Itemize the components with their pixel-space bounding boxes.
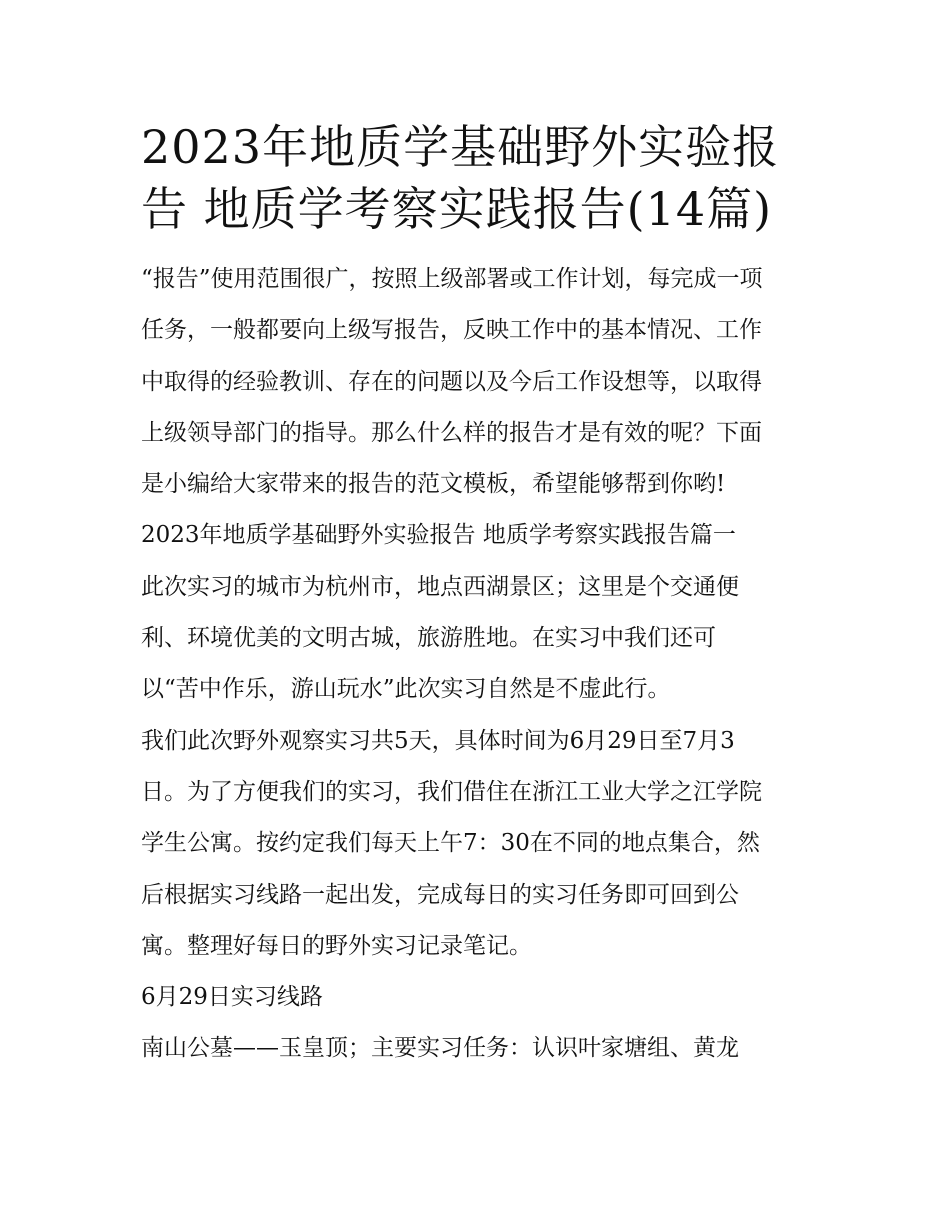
body-line: 利、环境优美的文明古城，旅游胜地。在实习中我们还可 [141, 625, 716, 652]
body-line: “报告”使用范围很广，按照上级部署或工作计划，每完成一项 [141, 266, 763, 292]
title-line: 告 地质学考察实践报告(14篇) [141, 182, 773, 236]
body-line: 日。为了方便我们的实习，我们借住在浙江工业大学之江学院 [141, 778, 762, 805]
body-line: 我们此次野外观察实习共5天，具体时间为6月29日至7月3 [141, 727, 735, 754]
document-content [141, 116, 813, 1075]
document-title [141, 116, 813, 240]
title-line: 2023年地质学基础野外实验报 [141, 120, 780, 174]
body-line: 以“苦中作乐，游山玩水”此次实习自然是不虚此行。 [141, 676, 671, 703]
document-body [141, 254, 813, 1075]
body-line: 此次实习的城市为杭州市，地点西湖景区；这里是个交通便 [141, 573, 739, 600]
body-line: 寓。整理好每日的野外实习记录笔记。 [141, 932, 532, 959]
body-line: 南山公墓——玉皇顶；主要实习任务：认识叶家塘组、黄龙 [141, 1035, 739, 1062]
body-line: 学生公寓。按约定我们每天上午7：30在不同的地点集合，然 [141, 830, 760, 857]
body-line: 上级领导部门的指导。那么什么样的报告才是有效的呢？下面 [141, 419, 762, 446]
route-heading: 6月29日实习线路 [141, 984, 323, 1011]
body-line: 任务，一般都要向上级写报告，反映工作中的基本情况、工作 [141, 317, 762, 344]
body-line: 后根据实习线路一起出发，完成每日的实习任务即可回到公 [141, 881, 739, 908]
section-heading: 2023年地质学基础野外实验报告 地质学考察实践报告篇一 [141, 522, 736, 549]
body-line: 中取得的经验教训、存在的问题以及今后工作设想等，以取得 [141, 368, 762, 395]
body-line: 是小编给大家带来的报告的范文模板，希望能够帮到你哟! [141, 471, 726, 498]
